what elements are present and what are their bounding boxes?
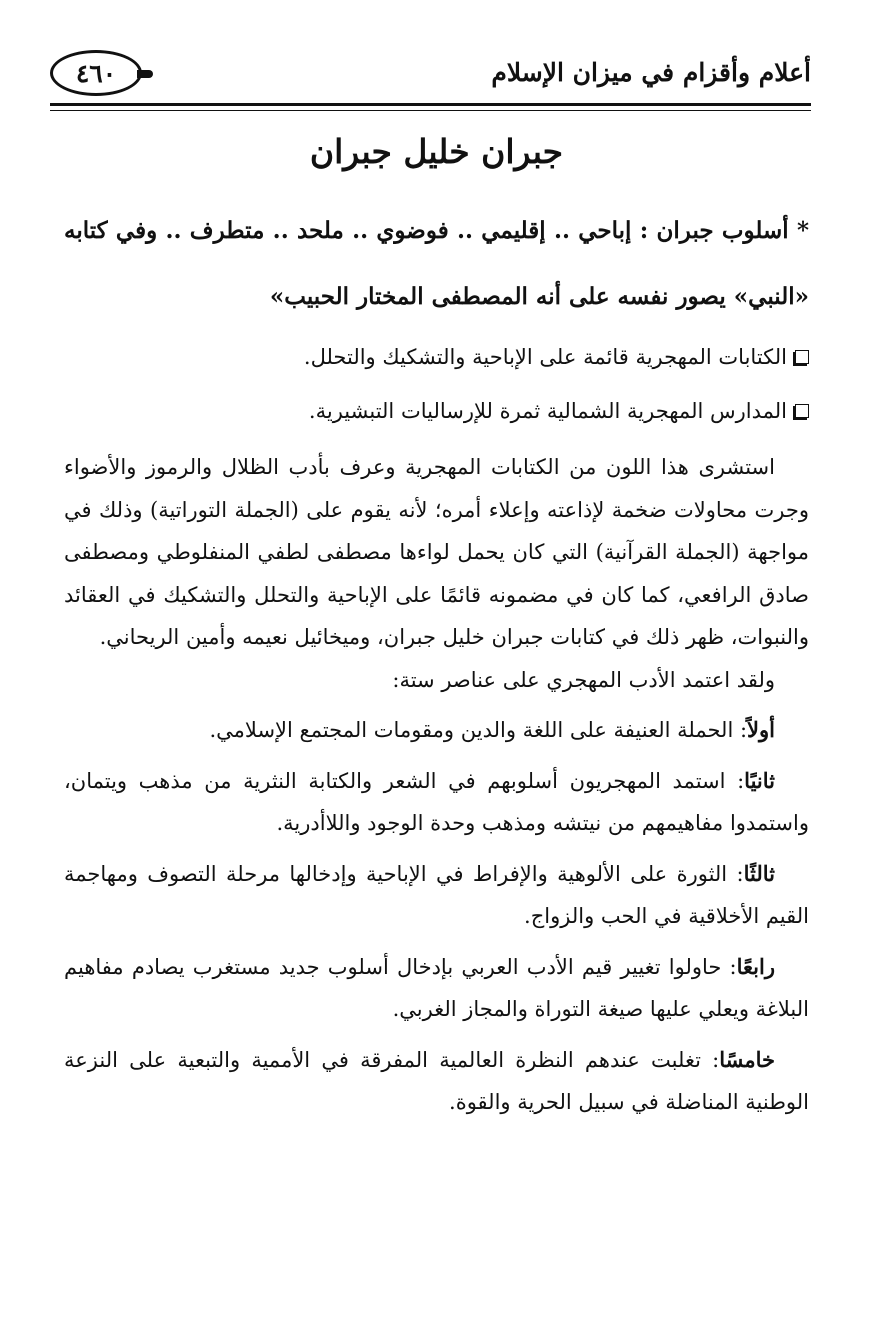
box-bullet-icon (795, 404, 809, 418)
element-lead: أولاً (747, 717, 775, 742)
chapter-title: جبران خليل جبران (309, 132, 564, 171)
header-rule (50, 103, 811, 106)
element-paragraph (64, 1039, 809, 1124)
element-paragraph (64, 946, 809, 1031)
running-title: أعلام وأقزام في ميزان الإسلام (491, 58, 811, 87)
list-item (64, 384, 809, 438)
bullet-text: الكتابات المهجرية قائمة على الإباحية والتشكيك والتحلل. (303, 345, 787, 369)
element-text: : حاولوا تغيير قيم الأدب العربي بإدخال أسلوب جديد مستغرب يصادم مفاهيم البلاغة ويعلي عليها صيغة التوراة والمجاز الغربي. (64, 954, 809, 1021)
intro-paragraph: * أسلوب جبران : إباحي .. إقليمي .. فوضوي .. ملحد .. متطرف .. وفي كتابه «النبي» يصور نفسه على أنه المصطفى المختار الحبيب» (64, 217, 809, 310)
header-rule-thin (50, 110, 811, 111)
element-paragraph (64, 709, 809, 752)
bullet-text: المدارس المهجرية الشمالية ثمرة للإرساليات التبشيرية. (308, 399, 787, 423)
element-text: : الحملة العنيفة على اللغة والدين ومقومات المجتمع الإسلامي. (209, 718, 748, 742)
page-number: ٤٦٠ (75, 58, 117, 88)
element-paragraph (64, 853, 809, 938)
page-body (64, 198, 809, 1124)
page-header (50, 48, 811, 106)
element-text: : تغلبت عندهم النظرة العالمية المفرقة في الأممية والتبعية على النزعة الوطنية المناضلة في سبيل الحرية والقوة. (64, 1047, 809, 1114)
list-item (64, 330, 809, 384)
element-lead: رابعًا (736, 953, 775, 979)
element-lead: خامسًا (719, 1046, 775, 1072)
element-text: : استمد المهجريون أسلوبهم في الشعر والكتابة النثرية من مذهب ويتمان، واستمدوا مفاهيمهم من نيتشه ومذهب وحدة الوجود واللاأدرية. (64, 768, 809, 835)
element-lead: ثالثًا (743, 860, 775, 886)
element-lead: ثانيًا (744, 767, 775, 793)
body-paragraph: استشرى هذا اللون من الكتابات المهجرية وعرف بأدب الظلال والرموز والأضواء وجرت محاولات ضخمة لإذاعته وإعلاء أمره؛ لأنه يقوم على (الجملة التوراتية) وذلك في مواجهة (الجملة القرآنية) التي كان يحمل لواءها مصطفى لطفي المنفلوطي ومصطفى صادق الرافعي، كما كان في مضمونه قائمًا على الإباحية والتحلل والتشكيك في العقائد والنبوات، ظهر ذلك في كتابات جبران خليل جبران، وميخائيل نعيمه وأمين الريحاني. (64, 455, 809, 649)
body-paragraph: ولقد اعتمد الأدب المهجري على عناصر ستة: (392, 667, 775, 692)
element-paragraph (64, 760, 809, 845)
box-bullet-icon (795, 350, 809, 364)
page-number-badge (50, 50, 142, 96)
element-text: : الثورة على الألوهية والإفراط في الإباحية وإدخالها مرحلة التصوف ومهاجمة القيم الأخلاقية في الحب والزواج. (64, 861, 809, 928)
